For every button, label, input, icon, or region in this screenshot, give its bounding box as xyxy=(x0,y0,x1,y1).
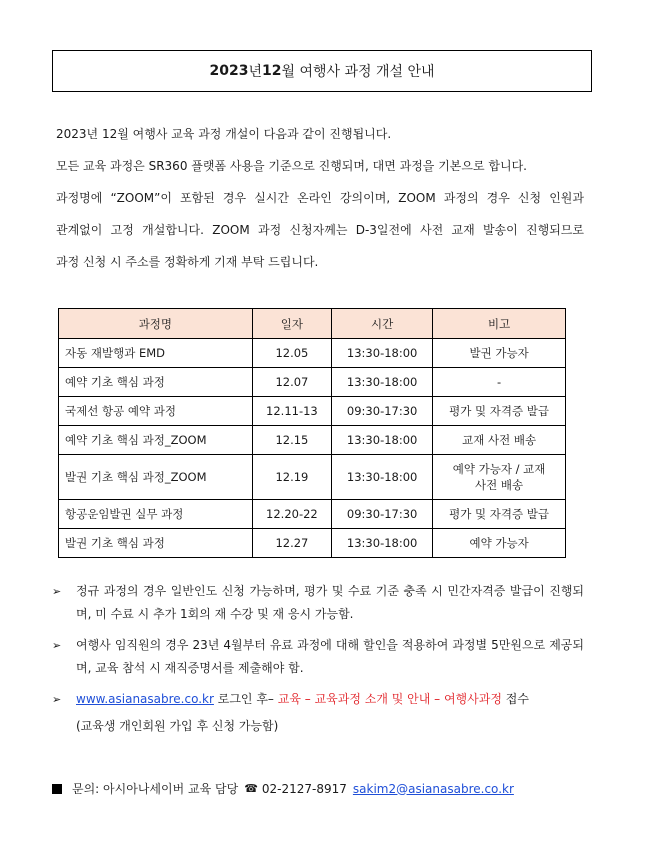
course-time: 09:30-17:30 xyxy=(332,397,433,426)
table-row xyxy=(59,339,566,368)
course-time: 13:30-18:00 xyxy=(332,339,433,368)
course-name: 자동 재발행과 EMD xyxy=(59,339,253,368)
course-name: 발권 기초 핵심 과정_ZOOM xyxy=(59,455,253,500)
title-year-suffix: 년 xyxy=(248,64,262,80)
square-bullet-icon xyxy=(52,784,62,794)
arrow-bullet-icon: ➢ xyxy=(52,639,62,652)
table-row xyxy=(59,426,566,455)
intro-line-4: 관계없이 고정 개설합니다. ZOOM 과정 신청자께는 D-3일전에 사전 교재 발송이 진행되므로 xyxy=(56,223,584,237)
table-row xyxy=(59,455,566,500)
contact-email-link[interactable]: sakim2@asianasabre.co.kr xyxy=(352,781,514,796)
course-date: 12.07 xyxy=(252,368,331,397)
course-date: 12.05 xyxy=(252,339,331,368)
course-name: 예약 기초 핵심 과정 xyxy=(59,368,253,397)
phone-icon: ☎ xyxy=(244,782,258,795)
course-date: 12.27 xyxy=(252,529,331,558)
course-remark: 평가 및 자격증 발급 xyxy=(433,500,566,529)
contact-label: 문의: 아시아나세이버 교육 담당 xyxy=(72,782,239,796)
course-name: 예약 기초 핵심 과정_ZOOM xyxy=(59,426,253,455)
course-remark: 평가 및 자격증 발급 xyxy=(433,397,566,426)
course-name: 발권 기초 핵심 과정 xyxy=(59,529,253,558)
contact-line xyxy=(52,780,514,797)
note-3-mid: 로그인 후– xyxy=(213,692,278,706)
title-month: 12 xyxy=(261,63,282,79)
header-course-name: 과정명 xyxy=(59,309,253,339)
title-month-suffix: 월 여행사 과정 개설 안내 xyxy=(281,64,435,80)
note-2-text: 여행사 임직원의 경우 23년 4월부터 유료 과정에 대해 할인을 적용하여 과정별 5만원으로 제공되며, 교육 참석 시 재직증명서를 제출해야 함. xyxy=(76,638,584,675)
note-1-text: 정규 과정의 경우 일반인도 신청 가능하며, 평가 및 수료 기준 충족 시 민간자격증 발급이 진행되며, 미 수료 시 추가 1회의 재 수강 및 재 응시 가능함. xyxy=(76,584,584,621)
course-remark-line-1: 예약 가능자 / 교재 xyxy=(452,462,546,476)
list-item xyxy=(52,634,584,680)
table-row xyxy=(59,368,566,397)
course-time: 13:30-18:00 xyxy=(332,529,433,558)
course-date: 12.11-13 xyxy=(252,397,331,426)
arrow-bullet-icon: ➢ xyxy=(52,693,62,706)
table-row xyxy=(59,500,566,529)
note-3-end: 접수 xyxy=(501,692,529,706)
title-year: 2023 xyxy=(209,63,249,79)
signup-note: (교육생 개인회원 가입 후 신청 가능함) xyxy=(76,719,279,733)
note-3-text xyxy=(76,688,584,711)
course-remark: - xyxy=(433,368,566,397)
table-header-row xyxy=(59,309,566,339)
list-item xyxy=(52,688,584,711)
website-link[interactable]: www.asianasabre.co.kr xyxy=(76,692,214,706)
course-time: 09:30-17:30 xyxy=(332,500,433,529)
course-remark: 예약 가능자 xyxy=(433,529,566,558)
header-date: 일자 xyxy=(252,309,331,339)
course-time: 13:30-18:00 xyxy=(332,368,433,397)
arrow-bullet-icon: ➢ xyxy=(52,585,62,598)
course-remark xyxy=(433,455,566,500)
course-name: 항공운임발권 실무 과정 xyxy=(59,500,253,529)
course-date: 12.15 xyxy=(252,426,331,455)
intro-line-5: 과정 신청 시 주소를 정확하게 기재 부탁 드립니다. xyxy=(56,255,319,269)
intro-paragraph xyxy=(56,118,584,278)
intro-line-3: 과정명에 “ZOOM”이 포함된 경우 실시간 온라인 강의이며, ZOOM 과정의 경우 신청 인원과 xyxy=(56,191,584,205)
course-remark: 교재 사전 배송 xyxy=(433,426,566,455)
contact-phone: 02-2127-8917 xyxy=(261,781,347,796)
course-table xyxy=(58,308,566,558)
intro-line-1: 2023년 12월 여행사 교육 과정 개설이 다음과 같이 진행됩니다. xyxy=(56,127,392,141)
notes-list xyxy=(52,580,584,719)
document-title xyxy=(52,50,592,92)
course-time: 13:30-18:00 xyxy=(332,455,433,500)
course-remark: 발권 가능자 xyxy=(433,339,566,368)
list-item xyxy=(52,580,584,626)
course-date: 12.19 xyxy=(252,455,331,500)
menu-path-text: 교육 – 교육과정 소개 및 안내 – 여행사과정 xyxy=(277,692,502,706)
header-remarks: 비고 xyxy=(433,309,566,339)
table-row xyxy=(59,529,566,558)
course-date: 12.20-22 xyxy=(252,500,331,529)
course-time: 13:30-18:00 xyxy=(332,426,433,455)
course-remark-line-2: 사전 배송 xyxy=(475,478,524,492)
intro-line-2: 모든 교육 과정은 SR360 플랫폼 사용을 기준으로 진행되며, 대면 과정을 기본으로 합니다. xyxy=(56,159,527,173)
header-time: 시간 xyxy=(332,309,433,339)
course-name: 국제선 항공 예약 과정 xyxy=(59,397,253,426)
table-row xyxy=(59,397,566,426)
